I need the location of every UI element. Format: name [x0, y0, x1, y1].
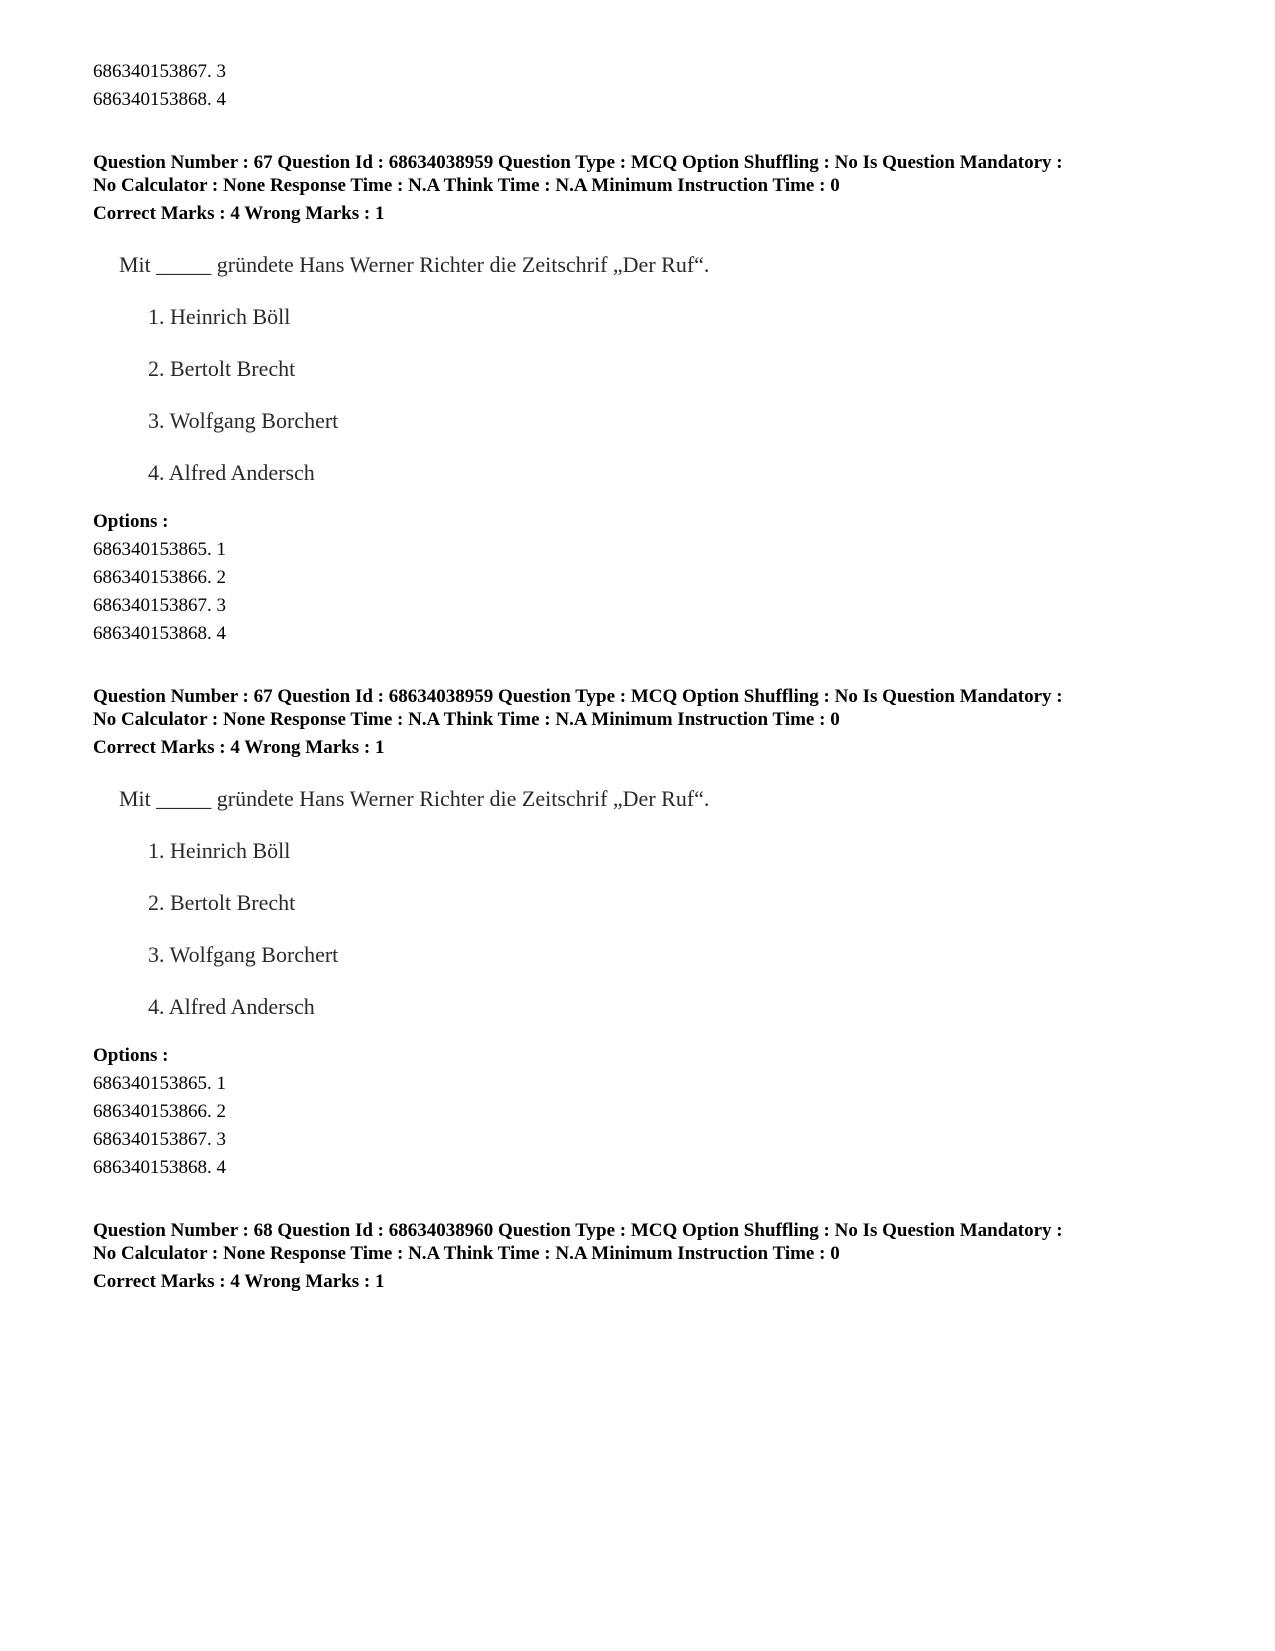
- question-header-line: Question Number : 67 Question Id : 68634038959 Question Type : MCQ Option Shuffling : No Is Question Mandatory :: [93, 686, 1063, 707]
- question-header-line: No Calculator : None Response Time : N.A Think Time : N.A Minimum Instruction Time : 0: [93, 709, 840, 730]
- question-text: Mit _____ gründete Hans Werner Richter die Zeitschrif „Der Ruf“.: [119, 786, 710, 811]
- question-header-line: Question Number : 68 Question Id : 68634038960 Question Type : MCQ Option Shuffling : No Is Question Mandatory :: [93, 1220, 1063, 1241]
- question-marks: Correct Marks : 4 Wrong Marks : 1: [93, 203, 385, 224]
- question-choice: 2. Bertolt Brecht: [148, 356, 296, 381]
- option-id-line: 686340153865. 1: [93, 1073, 226, 1094]
- question-choice: 3. Wolfgang Borchert: [148, 942, 339, 967]
- option-id-line: 686340153867. 3: [93, 61, 226, 82]
- option-id-line: 686340153865. 1: [93, 539, 226, 560]
- option-id-line: 686340153866. 2: [93, 567, 226, 588]
- question-marks: Correct Marks : 4 Wrong Marks : 1: [93, 737, 385, 758]
- question-header-line: No Calculator : None Response Time : N.A Think Time : N.A Minimum Instruction Time : 0: [93, 1243, 840, 1264]
- question-text: Mit _____ gründete Hans Werner Richter die Zeitschrif „Der Ruf“.: [119, 252, 710, 277]
- option-id-line: 686340153867. 3: [93, 595, 226, 616]
- option-id-line: 686340153866. 2: [93, 1101, 226, 1122]
- question-marks: Correct Marks : 4 Wrong Marks : 1: [93, 1271, 385, 1292]
- question-choice: 4. Alfred Andersch: [148, 460, 315, 485]
- question-choice: 1. Heinrich Böll: [148, 304, 291, 329]
- option-id-line: 686340153868. 4: [93, 89, 226, 110]
- options-label: Options :: [93, 511, 169, 532]
- option-id-line: 686340153868. 4: [93, 623, 226, 644]
- question-choice: 4. Alfred Andersch: [148, 994, 315, 1019]
- question-header-line: No Calculator : None Response Time : N.A Think Time : N.A Minimum Instruction Time : 0: [93, 175, 840, 196]
- options-label: Options :: [93, 1045, 169, 1066]
- question-choice: 3. Wolfgang Borchert: [148, 408, 339, 433]
- question-choice: 2. Bertolt Brecht: [148, 890, 296, 915]
- question-header-line: Question Number : 67 Question Id : 68634038959 Question Type : MCQ Option Shuffling : No Is Question Mandatory :: [93, 152, 1063, 173]
- option-id-line: 686340153867. 3: [93, 1129, 226, 1150]
- question-choice: 1. Heinrich Böll: [148, 838, 291, 863]
- option-id-line: 686340153868. 4: [93, 1157, 226, 1178]
